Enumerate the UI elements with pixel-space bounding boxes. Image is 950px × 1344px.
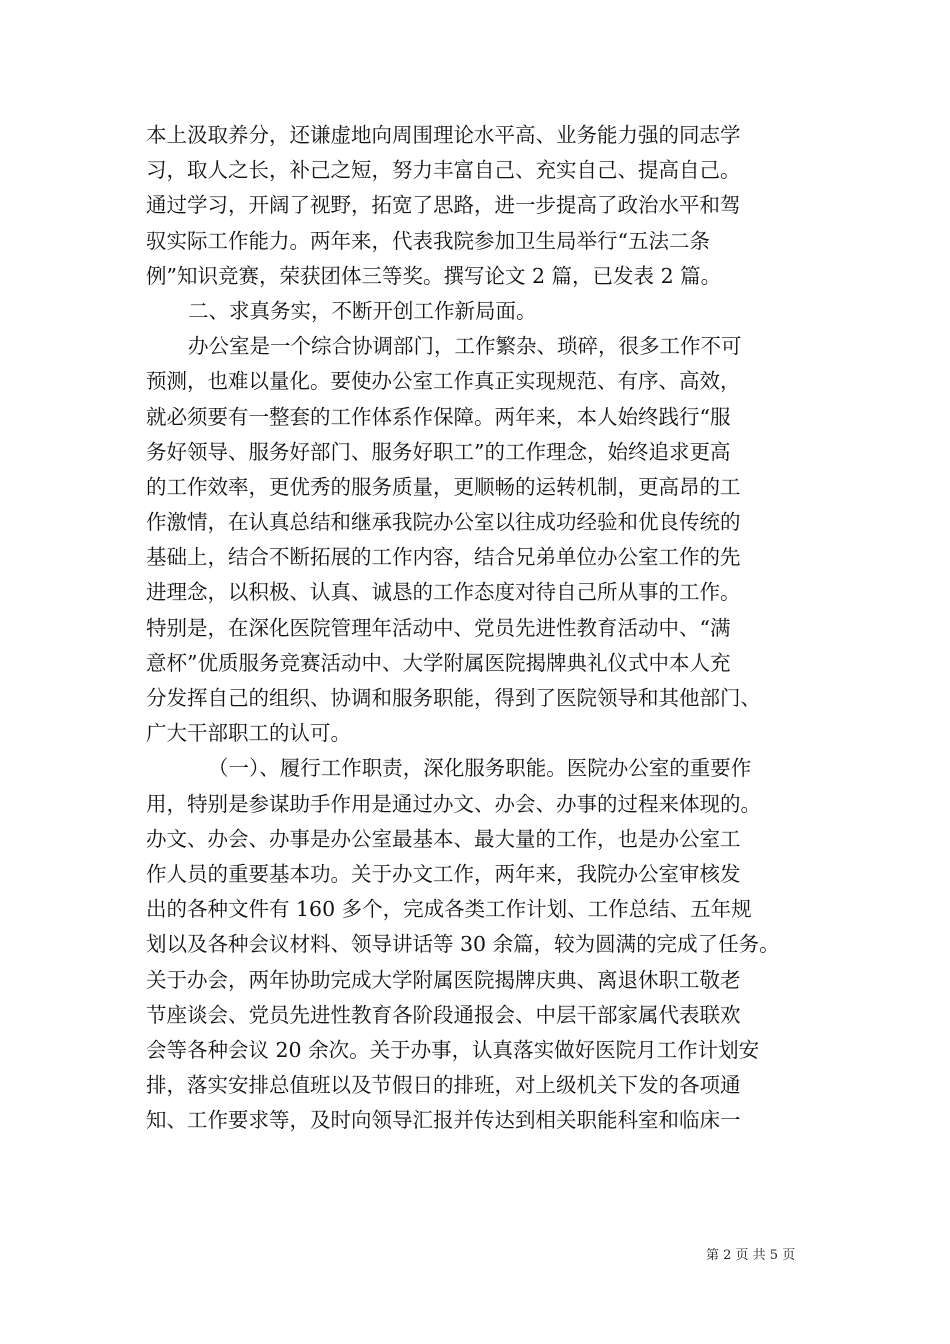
- document-body: [146, 118, 812, 1138]
- text-line: 作人员的重要基本功。关于办文工作，两年来，我院办公室审核发: [146, 861, 741, 886]
- text-line: 划以及各种会议材料、领导讲话等 30 余篇，较为圆满的完成了任务。: [146, 932, 780, 957]
- section-heading: 二、求真务实，不断开创工作新局面。: [188, 298, 537, 323]
- text-line: 就必须要有一整套的工作体系作保障。两年来，本人始终践行“服: [146, 404, 731, 429]
- text-line: 广大干部职工的认可。: [146, 721, 351, 746]
- text-line: 通过学习，开阔了视野，拓宽了思路，进一步提高了政治水平和驾: [146, 193, 741, 218]
- text-line: 办文、办会、办事是办公室最基本、最大量的工作，也是办公室工: [146, 826, 741, 851]
- text-line: 节座谈会、党员先进性教育各阶段通报会、中层干部家属代表联欢: [146, 1002, 741, 1027]
- text-line: 预测，也难以量化。要使办公室工作真正实现规范、有序、高效，: [146, 369, 741, 394]
- text-line: 驭实际工作能力。两年来，代表我院参加卫生局举行“五法二条: [146, 228, 710, 253]
- text-line: 排，落实安排总值班以及节假日的排班，对上级机关下发的各项通: [146, 1073, 741, 1098]
- paragraph-start-line: 办公室是一个综合协调部门，工作繁杂、琐碎，很多工作不可: [188, 334, 742, 359]
- text-line: 意杯”优质服务竞赛活动中、大学附属医院揭牌典礼仪式中本人充: [146, 650, 731, 675]
- text-line: 的工作效率，更优秀的服务质量，更顺畅的运转机制，更高昂的工: [146, 474, 741, 499]
- text-line: 特别是，在深化医院管理年活动中、党员先进性教育活动中、“满: [146, 615, 731, 640]
- text-line: 进理念，以积极、认真、诚恳的工作态度对待自己所从事的工作。: [146, 580, 741, 605]
- text-line: 分发挥自己的组织、协调和服务职能，得到了医院领导和其他部门、: [146, 686, 761, 710]
- text-line: 例”知识竞赛，荣获团体三等奖。撰写论文 2 篇，已发表 2 篇。: [146, 263, 722, 288]
- text-line: 会等各种会议 20 余次。关于办事，认真落实做好医院月工作计划安: [146, 1037, 760, 1062]
- text-line: 关于办会，两年协助完成大学附属医院揭牌庆典、离退休职工敬老: [146, 967, 741, 992]
- text-line: 务好领导、服务好部门、服务好职工”的工作理念，始终追求更高: [146, 439, 731, 464]
- text-line: 知、工作要求等，及时向领导汇报并传达到相关职能科室和临床一: [146, 1108, 741, 1133]
- text-line: 作激情，在认真总结和继承我院办公室以往成功经验和优良传统的: [146, 510, 741, 535]
- text-line: 习，取人之长，补己之短，努力丰富自己、充实自己、提高自己。: [146, 158, 741, 183]
- text-line: 出的各种文件有 160 多个，完成各类工作计划、工作总结、五年规: [146, 897, 752, 922]
- subsection-start-line: （一）、履行工作职责，深化服务职能。医院办公室的重要作: [208, 756, 752, 781]
- text-line: 用，特别是参谋助手作用是通过办文、办会、办事的过程来体现的。: [146, 791, 761, 816]
- text-line: 基础上，结合不断拓展的工作内容，结合兄弟单位办公室工作的先: [146, 545, 741, 570]
- text-line: 本上汲取养分，还谦虚地向周围理论水平高、业务能力强的同志学: [146, 123, 741, 147]
- page-number: 第 2 页 共 5 页: [706, 1248, 796, 1263]
